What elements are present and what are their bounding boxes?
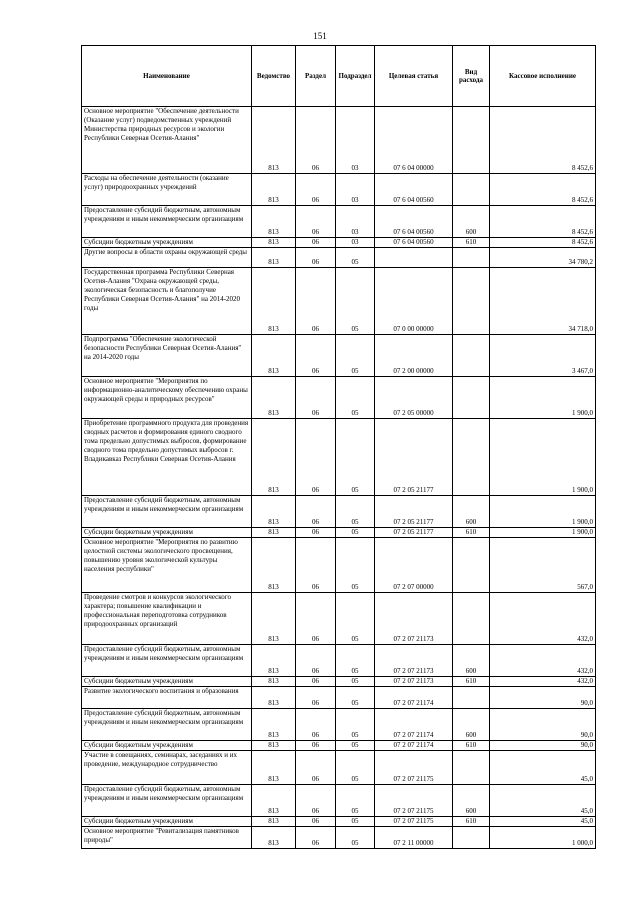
- row-podrazdel-cell: 05: [336, 817, 375, 827]
- row-ved-cell: 813: [252, 751, 296, 785]
- header-cel: Целевая статья: [375, 46, 453, 107]
- row-cel-cell: 07 2 07 21173: [375, 645, 453, 677]
- row-cel-cell: 07 2 07 21174: [375, 741, 453, 751]
- row-sum-cell: 567,0: [490, 538, 596, 593]
- row-vid-cell: [453, 174, 490, 206]
- row-vid-cell: [453, 687, 490, 709]
- table-row: [82, 709, 596, 741]
- row-cel-cell: 07 2 07 21174: [375, 709, 453, 741]
- row-ved-cell: 813: [252, 107, 296, 174]
- row-sum-cell: 432,0: [490, 593, 596, 645]
- row-sum-cell: 45,0: [490, 817, 596, 827]
- row-vid-cell: 600: [453, 645, 490, 677]
- row-vid-cell: 610: [453, 677, 490, 687]
- row-podrazdel-cell: 05: [336, 335, 375, 377]
- row-name-cell: Основное мероприятие "Мероприятия по развитию целостной системы экологического просвещения, повышению уровня экологической культуры населения республики": [82, 538, 252, 593]
- table-row: [82, 645, 596, 677]
- row-razdel-cell: 06: [296, 741, 336, 751]
- row-sum-cell: 1 000,0: [490, 827, 596, 849]
- row-podrazdel-cell: 05: [336, 785, 375, 817]
- row-name-cell: Предоставление субсидий бюджетным, автономным учреждениям и иным некоммерческим организациям: [82, 496, 252, 528]
- row-razdel-cell: 06: [296, 268, 336, 335]
- row-name-cell: Государственная программа Республики Северная Осетия-Алания "Охрана окружающей среды, экологическая безопасность и благополучие Республики Северная Осетия-Алания" на 2014-2020 годы: [82, 268, 252, 335]
- row-name-cell: Предоставление субсидий бюджетным, автономным учреждениям и иным некоммерческим организациям: [82, 785, 252, 817]
- table-row: [82, 817, 596, 827]
- row-podrazdel-cell: 05: [336, 709, 375, 741]
- row-razdel-cell: 06: [296, 709, 336, 741]
- row-name-cell: Основное мероприятие "Обеспечение деятельности (Оказание услуг) подведомственных учреждений Министерства природных ресурсов и экологии Республики Северная Осетия-Алания": [82, 107, 252, 174]
- row-podrazdel-cell: 05: [336, 268, 375, 335]
- table-row: [82, 827, 596, 849]
- row-podrazdel-cell: 05: [336, 496, 375, 528]
- row-sum-cell: 1 900,0: [490, 496, 596, 528]
- row-cel-cell: 07 6 04 00000: [375, 107, 453, 174]
- row-sum-cell: 1 900,0: [490, 419, 596, 496]
- row-name-cell: Субсидии бюджетным учреждениям: [82, 741, 252, 751]
- row-vid-cell: 600: [453, 496, 490, 528]
- row-vid-cell: [453, 248, 490, 268]
- row-podrazdel-cell: 03: [336, 107, 375, 174]
- row-name-cell: Субсидии бюджетным учреждениям: [82, 238, 252, 248]
- row-cel-cell: 07 6 04 00560: [375, 238, 453, 248]
- row-cel-cell: 07 2 07 21175: [375, 751, 453, 785]
- row-sum-cell: 1 900,0: [490, 528, 596, 538]
- row-vid-cell: [453, 107, 490, 174]
- row-sum-cell: 90,0: [490, 687, 596, 709]
- table-row: [82, 238, 596, 248]
- row-razdel-cell: 06: [296, 206, 336, 238]
- row-cel-cell: 07 2 05 21177: [375, 496, 453, 528]
- row-ved-cell: 813: [252, 741, 296, 751]
- row-vid-cell: [453, 377, 490, 419]
- row-ved-cell: 813: [252, 206, 296, 238]
- row-podrazdel-cell: 05: [336, 741, 375, 751]
- table-row: [82, 687, 596, 709]
- row-cel-cell: 07 2 05 21177: [375, 528, 453, 538]
- row-podrazdel-cell: 05: [336, 645, 375, 677]
- row-ved-cell: 813: [252, 593, 296, 645]
- row-vid-cell: [453, 268, 490, 335]
- row-name-cell: Развитие экологического воспитания и образования: [82, 687, 252, 709]
- row-podrazdel-cell: 05: [336, 827, 375, 849]
- row-cel-cell: 07 2 07 21175: [375, 817, 453, 827]
- row-ved-cell: 813: [252, 538, 296, 593]
- table-row: [82, 496, 596, 528]
- row-razdel-cell: 06: [296, 827, 336, 849]
- row-ved-cell: 813: [252, 645, 296, 677]
- row-sum-cell: 90,0: [490, 741, 596, 751]
- row-vid-cell: 610: [453, 528, 490, 538]
- row-name-cell: Предоставление субсидий бюджетным, автономным учреждениям и иным некоммерческим организациям: [82, 206, 252, 238]
- row-razdel-cell: 06: [296, 751, 336, 785]
- row-sum-cell: 8 452,6: [490, 107, 596, 174]
- row-cel-cell: 07 2 05 21177: [375, 419, 453, 496]
- row-cel-cell: 07 2 07 21174: [375, 687, 453, 709]
- table-row: [82, 335, 596, 377]
- row-cel-cell: 07 2 05 00000: [375, 377, 453, 419]
- row-podrazdel-cell: 05: [336, 677, 375, 687]
- row-sum-cell: 8 452,6: [490, 174, 596, 206]
- header-name: Наименование: [82, 46, 252, 107]
- row-razdel-cell: 06: [296, 677, 336, 687]
- table-row: [82, 528, 596, 538]
- row-cel-cell: 07 2 07 00000: [375, 538, 453, 593]
- row-name-cell: Подпрограмма "Обеспечение экологической безопасности Республики Северная Осетия-Алания" на 2014-2020 годы: [82, 335, 252, 377]
- row-ved-cell: 813: [252, 817, 296, 827]
- row-razdel-cell: 06: [296, 785, 336, 817]
- row-podrazdel-cell: 05: [336, 538, 375, 593]
- row-razdel-cell: 06: [296, 496, 336, 528]
- row-cel-cell: 07 6 04 00560: [375, 174, 453, 206]
- row-ved-cell: 813: [252, 709, 296, 741]
- table-header: [82, 46, 596, 107]
- table-row: [82, 419, 596, 496]
- table-row: [82, 107, 596, 174]
- row-cel-cell: 07 2 07 21173: [375, 593, 453, 645]
- row-cel-cell: 07 2 07 21173: [375, 677, 453, 687]
- table-row: [82, 751, 596, 785]
- row-ved-cell: 813: [252, 377, 296, 419]
- row-ved-cell: 813: [252, 335, 296, 377]
- row-cel-cell: 07 2 00 00000: [375, 335, 453, 377]
- row-razdel-cell: 06: [296, 593, 336, 645]
- row-cel-cell: 07 0 00 00000: [375, 268, 453, 335]
- budget-table: [81, 45, 596, 849]
- row-razdel-cell: 06: [296, 817, 336, 827]
- row-vid-cell: 600: [453, 785, 490, 817]
- row-sum-cell: 432,0: [490, 645, 596, 677]
- row-razdel-cell: 06: [296, 419, 336, 496]
- row-ved-cell: 813: [252, 174, 296, 206]
- row-razdel-cell: 06: [296, 645, 336, 677]
- row-name-cell: Предоставление субсидий бюджетным, автономным учреждениям и иным некоммерческим организациям: [82, 645, 252, 677]
- row-name-cell: Основное мероприятие "Мероприятия по информационно-аналитическому обеспечению охраны окружающей среды и природных ресурсов": [82, 377, 252, 419]
- row-vid-cell: [453, 538, 490, 593]
- header-vid: Вид расхода: [453, 46, 490, 107]
- row-razdel-cell: 06: [296, 248, 336, 268]
- row-ved-cell: 813: [252, 496, 296, 528]
- row-sum-cell: 8 452,6: [490, 238, 596, 248]
- row-sum-cell: 1 900,0: [490, 377, 596, 419]
- row-name-cell: Основное мероприятие "Ревитализация памятников природы": [82, 827, 252, 849]
- table-row: [82, 677, 596, 687]
- row-ved-cell: 813: [252, 248, 296, 268]
- row-sum-cell: 34 718,0: [490, 268, 596, 335]
- row-name-cell: Субсидии бюджетным учреждениям: [82, 528, 252, 538]
- row-cel-cell: [375, 248, 453, 268]
- row-podrazdel-cell: 03: [336, 206, 375, 238]
- row-podrazdel-cell: 05: [336, 419, 375, 496]
- row-razdel-cell: 06: [296, 335, 336, 377]
- header-podrazdel: Подраздел: [336, 46, 375, 107]
- row-ved-cell: 813: [252, 677, 296, 687]
- row-sum-cell: 34 780,2: [490, 248, 596, 268]
- row-razdel-cell: 06: [296, 174, 336, 206]
- table-row: [82, 593, 596, 645]
- table-body: [82, 107, 596, 849]
- row-vid-cell: [453, 751, 490, 785]
- row-cel-cell: 07 2 07 21175: [375, 785, 453, 817]
- row-podrazdel-cell: 05: [336, 687, 375, 709]
- row-cel-cell: 07 6 04 00560: [375, 206, 453, 238]
- table-row: [82, 174, 596, 206]
- row-ved-cell: 813: [252, 827, 296, 849]
- header-row: [82, 46, 596, 107]
- row-razdel-cell: 06: [296, 377, 336, 419]
- table-row: [82, 377, 596, 419]
- table-row: [82, 248, 596, 268]
- row-ved-cell: 813: [252, 268, 296, 335]
- row-name-cell: Субсидии бюджетным учреждениям: [82, 677, 252, 687]
- row-ved-cell: 813: [252, 419, 296, 496]
- row-vid-cell: 610: [453, 741, 490, 751]
- row-podrazdel-cell: 05: [336, 593, 375, 645]
- row-razdel-cell: 06: [296, 687, 336, 709]
- row-vid-cell: [453, 335, 490, 377]
- row-name-cell: Приобретение программного продукта для проведения сводных расчетов и формирования единого сводного тома предельно допустимых выбросов, формирование сводного тома предельно допустимых выбросов г. Владикавказ Республики Северная Осетия-Алания: [82, 419, 252, 496]
- table-row: [82, 268, 596, 335]
- row-vid-cell: [453, 593, 490, 645]
- row-razdel-cell: 06: [296, 107, 336, 174]
- row-sum-cell: 45,0: [490, 751, 596, 785]
- row-name-cell: Участие в совещаниях, семинарах, заседаниях и их проведение, международное сотрудничество: [82, 751, 252, 785]
- table-row: [82, 206, 596, 238]
- row-vid-cell: [453, 827, 490, 849]
- row-vid-cell: 610: [453, 817, 490, 827]
- row-podrazdel-cell: 05: [336, 377, 375, 419]
- row-sum-cell: 3 467,0: [490, 335, 596, 377]
- row-podrazdel-cell: 05: [336, 248, 375, 268]
- page-number: 151: [313, 31, 327, 41]
- row-vid-cell: 600: [453, 709, 490, 741]
- header-ved: Ведомство: [252, 46, 296, 107]
- table-row: [82, 785, 596, 817]
- row-vid-cell: 600: [453, 206, 490, 238]
- header-sum: Кассовое исполнение: [490, 46, 596, 107]
- table-row: [82, 538, 596, 593]
- row-razdel-cell: 06: [296, 238, 336, 248]
- row-cel-cell: 07 2 11 00000: [375, 827, 453, 849]
- row-name-cell: Субсидии бюджетным учреждениям: [82, 817, 252, 827]
- row-sum-cell: 8 452,6: [490, 206, 596, 238]
- row-sum-cell: 432,0: [490, 677, 596, 687]
- row-podrazdel-cell: 03: [336, 174, 375, 206]
- row-podrazdel-cell: 05: [336, 528, 375, 538]
- row-name-cell: Расходы на обеспечение деятельности (оказание услуг) природоохранных учреждений: [82, 174, 252, 206]
- row-razdel-cell: 06: [296, 528, 336, 538]
- row-ved-cell: 813: [252, 785, 296, 817]
- table-row: [82, 741, 596, 751]
- row-razdel-cell: 06: [296, 538, 336, 593]
- row-name-cell: Другие вопросы в области охраны окружающей среды: [82, 248, 252, 268]
- header-razdel: Раздел: [296, 46, 336, 107]
- row-name-cell: Предоставление субсидий бюджетным, автономным учреждениям и иным некоммерческим организациям: [82, 709, 252, 741]
- row-podrazdel-cell: 03: [336, 238, 375, 248]
- row-ved-cell: 813: [252, 238, 296, 248]
- row-sum-cell: 90,0: [490, 709, 596, 741]
- row-vid-cell: [453, 419, 490, 496]
- row-vid-cell: 610: [453, 238, 490, 248]
- row-sum-cell: 45,0: [490, 785, 596, 817]
- row-ved-cell: 813: [252, 528, 296, 538]
- row-name-cell: Проведение смотров и конкурсов экологического характера; повышение квалификации и профессиональная переподготовка сотрудников природоохранных организаций: [82, 593, 252, 645]
- row-podrazdel-cell: 05: [336, 751, 375, 785]
- row-ved-cell: 813: [252, 687, 296, 709]
